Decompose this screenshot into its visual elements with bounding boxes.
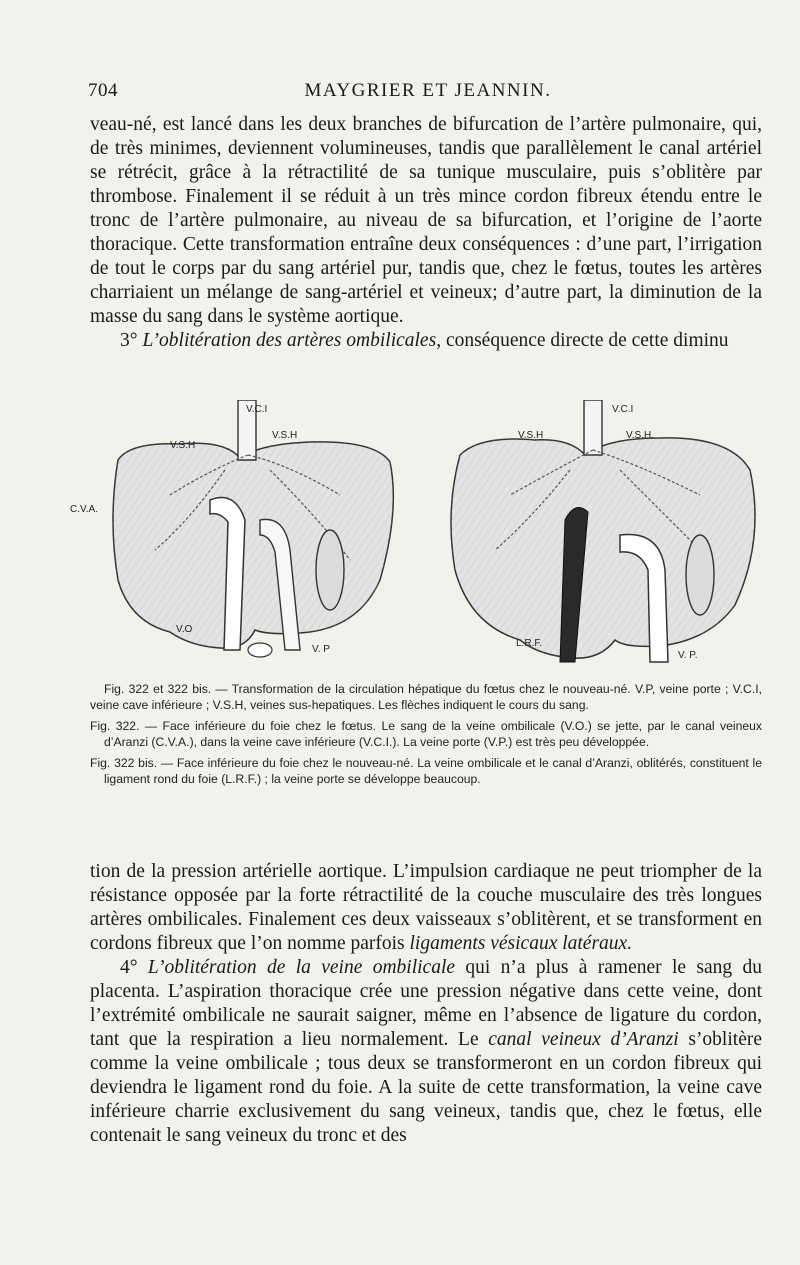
label-vsh-left-2: V.S.H bbox=[272, 430, 298, 441]
paragraph: veau-né, est lancé dans les deux branches de bifurcation de l’artère pulmonaire, qui, de très minimes, deviennent volumineuses, tandis que parallèlement le canal artériel se rétrécit, grâce à la rétractilité de sa tunique musculaire, puis s’oblitère par thrombose. Finalement il se réduit à un très mince cordon fibreux étendu entre le tronc de l’artère pulmonaire, au niveau de sa bifurcation, et l’origine de l’aorte thoracique. Cette transformation entraîne deux conséquences : d’une part, l’irrigation de tout le corps par du sang artériel pur, tandis que, chez le fœtus, toutes les artères charriaient un mélange de sang-artériel et veineux; d’autre part, la diminution de la masse du sang dans le système aortique. bbox=[90, 114, 762, 327]
figure-liver-circulation bbox=[60, 400, 770, 670]
label-vsh-left-1: V.S.H bbox=[170, 440, 196, 451]
text-block-top bbox=[90, 113, 762, 353]
figure-captions bbox=[90, 682, 762, 793]
label-vsh-right-1: V.S.H bbox=[518, 430, 544, 441]
label-vci-right: V.C.I bbox=[612, 404, 634, 415]
paragraph-text: s’oblitère comme la veine ombilicale ; tous deux se transformeront en un cordon fibreux qui deviendra le ligament rond du foie. A la suite de cette transformation, la veine cave inférieure charrie exclusivement du sang veineux, tandis que, chez le fœtus, elle contenait le sang veineux du tronc et des bbox=[90, 1029, 762, 1146]
fetal-liver-drawing bbox=[113, 400, 393, 657]
paragraph-oblitération-veine bbox=[90, 956, 762, 1148]
label-vsh-right-2: V.S.H. bbox=[626, 430, 654, 441]
caption-main: Fig. 322 et 322 bis. — Transformation de la circulation hépatique du fœtus chez le nouveau-né. V.P, veine porte ; V.C.I, veine cave inférieure ; V.S.H, veines sus-hepatiques. Les flèches indiquent le cours du sang. bbox=[90, 682, 762, 712]
page-header bbox=[88, 80, 768, 110]
term-italic: canal veineux d’Aranzi bbox=[488, 1029, 679, 1050]
paragraph-oblitération-artères bbox=[90, 329, 762, 353]
newborn-liver-drawing bbox=[451, 400, 755, 662]
paragraph-text: , conséquence directe de cette diminu bbox=[436, 330, 729, 351]
label-vo: V.O bbox=[176, 624, 193, 635]
paragraph-continuation bbox=[90, 860, 762, 956]
label-cva: C.V.A. bbox=[70, 504, 98, 515]
list-number: 4° bbox=[120, 957, 148, 978]
liver-illustrations bbox=[60, 400, 770, 670]
label-vp-right: V. P. bbox=[678, 650, 698, 661]
paragraph-text: tion de la pression artérielle aortique. L’impulsion cardiaque ne peut triompher de la résistance opposée par la forte rétractilité de la couche musculaire des très longues artères ombilicales. Finalement ces deux vaisseaux s’oblitèrent, et se transforment en cordons fibreux que l’on nomme parfois bbox=[90, 861, 762, 954]
section-heading-italic: L’oblitération des artères ombilicales bbox=[142, 330, 437, 351]
caption-fig-322: Fig. 322. — Face inférieure du foie chez le fœtus. Le sang de la veine ombilicale (V.O.) se jette, par le canal veineux d’Aranzi (C.V.A.), dans la veine cave inférieure (V.C.I.). La veine porte (V.P.) est très peu développée. bbox=[90, 719, 762, 749]
caption-fig-322-bis: Fig. 322 bis. — Face inférieure du foie chez le nouveau-né. La veine ombilicale et le canal d’Aranzi, oblitérés, constituent le ligament rond du foie (L.R.F.) ; la veine porte se développe beaucoup. bbox=[90, 756, 762, 786]
label-lrf: L.R.F. bbox=[516, 638, 543, 649]
label-vci-left: V.C.I bbox=[246, 404, 268, 415]
term-italic: ligaments vésicaux latéraux. bbox=[409, 933, 633, 954]
list-number: 3° bbox=[120, 330, 143, 351]
running-head: MAYGRIER ET JEANNIN. bbox=[304, 80, 552, 101]
paragraph-text: qui n’a plus à ramener le sang du placenta. L’aspiration thoracique crée une pression négative dans cette veine, dont l’extrémité ombilicale ne saurait saigner, même en l’absence de ligature du cordon, tant que la respiration a lieu normalement. Le bbox=[90, 957, 762, 1050]
text-block-bottom bbox=[90, 860, 762, 1148]
page-number: 704 bbox=[88, 80, 118, 101]
section-heading-italic: L’oblitération de la veine ombilicale bbox=[147, 957, 456, 978]
label-vp-left: V. P bbox=[312, 644, 330, 655]
